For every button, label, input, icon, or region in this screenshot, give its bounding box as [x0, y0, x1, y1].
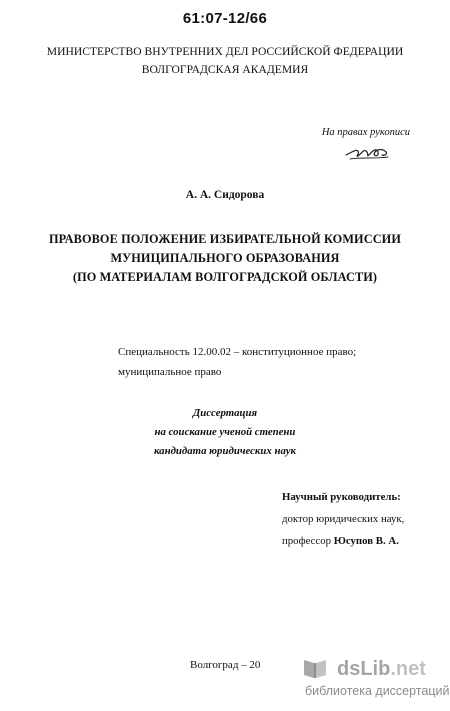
- watermark-brand-tld: .net: [390, 658, 426, 680]
- dslib-logo-icon: [302, 656, 330, 680]
- ministry-name: МИНИСТЕРСТВО ВНУТРЕННИХ ДЕЛ РОССИЙСКОЙ ФЕДЕРАЦИИ: [46, 45, 404, 58]
- scientific-advisor-block: [282, 486, 404, 552]
- title-line-3: (ПО МАТЕРИАЛАМ ВОЛГОГРАДСКОЙ ОБЛАСТИ): [72, 270, 378, 284]
- advisor-rank-line: [282, 530, 404, 552]
- author-name: А. А. Сидорова: [185, 189, 265, 201]
- degree-line-1: Диссертация: [192, 407, 258, 419]
- handwritten-signature-icon: [344, 140, 392, 162]
- degree-line-2: на соискание ученой степени: [154, 426, 296, 438]
- watermark-brand-main: dsLib: [337, 658, 391, 680]
- dissertation-title: [0, 230, 450, 287]
- dissertation-degree-block: [0, 404, 450, 461]
- advisor-label: Научный руководитель:: [282, 491, 401, 503]
- title-line-1: ПРАВОВОЕ ПОЛОЖЕНИЕ ИЗБИРАТЕЛЬНОЙ КОМИССИИ: [48, 232, 402, 246]
- degree-line-3: кандидата юридических наук: [153, 445, 297, 457]
- manuscript-rights-note: На правах рукописи: [321, 127, 410, 138]
- city-year: Волгоград – 20: [190, 659, 261, 671]
- catalog-stamp: 61:07-12/66: [182, 10, 268, 27]
- advisor-rank: профессор: [282, 535, 332, 547]
- advisor-degree: доктор юридических наук,: [282, 513, 405, 525]
- specialty-block: [118, 342, 356, 382]
- title-line-2: МУНИЦИПАЛЬНОГО ОБРАЗОВАНИЯ: [110, 251, 340, 265]
- institution-header: [0, 43, 450, 79]
- specialty-line-1: Специальность 12.00.02 – конституционное право;: [118, 346, 357, 358]
- specialty-line-2: муниципальное право: [118, 366, 222, 378]
- watermark-brand[interactable]: [337, 658, 426, 681]
- watermark-subtitle: библиотека диссертаций: [305, 684, 450, 698]
- academy-name: ВОЛГОГРАДСКАЯ АКАДЕМИЯ: [141, 63, 309, 76]
- advisor-name: Юсупов В. А.: [333, 535, 399, 547]
